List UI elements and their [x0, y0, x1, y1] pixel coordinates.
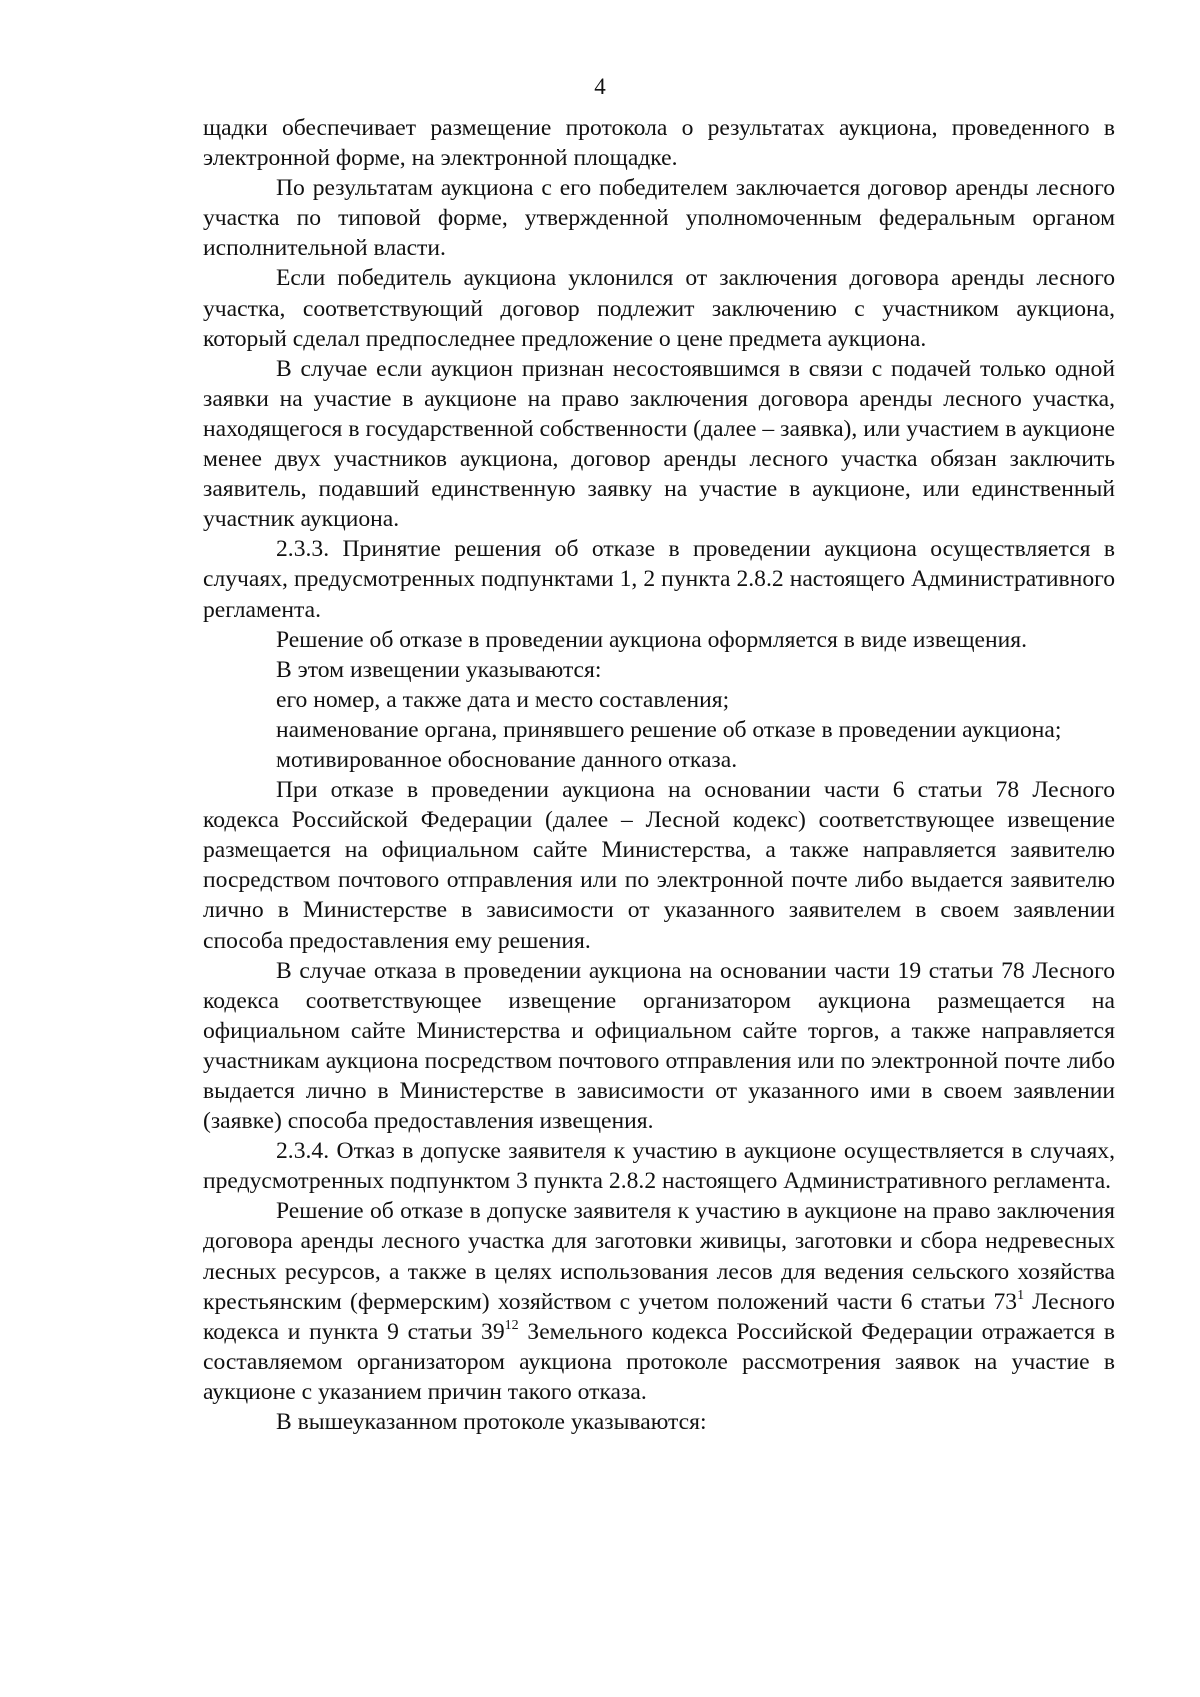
paragraph: В случае если аукцион признан несостоявшимся в связи с подачей только одной заявки на участие в аукционе на право заключения договора аренды лесного участка, находящегося в государственной собственности (далее – заявка), или участием в аукционе менее двух участников аукциона, договор аренды лесного участка обязан заключить заявитель, подавший единственную заявку на участие в аукционе, или единственный участник аукциона.	[203, 355, 1115, 533]
paragraph-text: Земельного кодекса Российской Федерации отражается в составляемом организатором аукциона протоколе рассмотрения заявок на участие в аукционе с указанием причин такого отказа.	[203, 1318, 1115, 1405]
paragraph: При отказе в проведении аукциона на основании части 6 статьи 78 Лесного кодекса Российской Федерации (далее – Лесной кодекс) соответствующее извещение размещается на официальном сайте Министерства, а также направляется заявителю посредством почтового отправления или по электронной почте либо выдается заявителю лично в Министерстве в зависимости от указанного заявителем в своем заявлении способа предоставления ему решения.	[203, 777, 1115, 954]
paragraph: Если победитель аукциона уклонился от заключения договора аренды лесного участка, соответствующий договор подлежит заключению с участником аукциона, который сделал предпоследнее предложение о цене предмета аукциона.	[203, 265, 1115, 352]
superscript: 12	[504, 1317, 519, 1333]
paragraph: Решение об отказе в проведении аукциона оформляется в виде извещения.	[276, 626, 1027, 653]
superscript: 1	[1017, 1287, 1025, 1303]
paragraph: наименование органа, принявшего решение об отказе в проведении аукциона;	[276, 716, 1062, 743]
paragraph-text: Решение об отказе в допуске заявителя к участию в аукционе на право заключения договора аренды лесного участка для заготовки живицы, заготовки и сбора недревесных лесных ресурсов, а также в целях использования лесов для ведения сельского хозяйства крестьянским (фермерским) хозяйством с учетом положений части 6 статьи 73	[203, 1198, 1115, 1315]
paragraph	[203, 1196, 1115, 1407]
paragraph: его номер, а также дата и место составления;	[276, 686, 730, 713]
paragraph: щадки обеспечивает размещение протокола о результатах аукциона, проведенного в электронной форме, на электронной площадке.	[203, 115, 1115, 172]
paragraph: В этом извещении указываются:	[276, 656, 602, 683]
paragraph: В вышеуказанном протоколе указываются:	[276, 1409, 707, 1436]
page-number: 4	[594, 74, 606, 99]
paragraph-text: Лесного кодекса и пункта 9 статьи 39	[203, 1288, 1115, 1345]
paragraph: мотивированное обоснование данного отказа.	[276, 746, 738, 773]
document-body	[203, 113, 1115, 1437]
paragraph: По результатам аукциона с его победителем заключается договор аренды лесного участка по типовой форме, утвержденной уполномоченным федеральным органом исполнительной власти.	[203, 175, 1115, 262]
paragraph: В случае отказа в проведении аукциона на основании части 19 статьи 78 Лесного кодекса соответствующее извещение организатором аукциона размещается на официальном сайте Министерства и официальном сайте торгов, а также направляется участникам аукциона посредством почтового отправления или по электронной почте либо выдается лично в Министерстве в зависимости от указанного ими в своем заявлении (заявке) способа предоставления извещения.	[203, 957, 1115, 1135]
paragraph: 2.3.3. Принятие решения об отказе в проведении аукциона осуществляется в случаях, предусмотренных подпунктами 1, 2 пункта 2.8.2 настоящего Административного регламента.	[203, 536, 1115, 623]
paragraph: 2.3.4. Отказ в допуске заявителя к участию в аукционе осуществляется в случаях, предусмотренных подпунктом 3 пункта 2.8.2 настоящего Административного регламента.	[203, 1138, 1115, 1195]
